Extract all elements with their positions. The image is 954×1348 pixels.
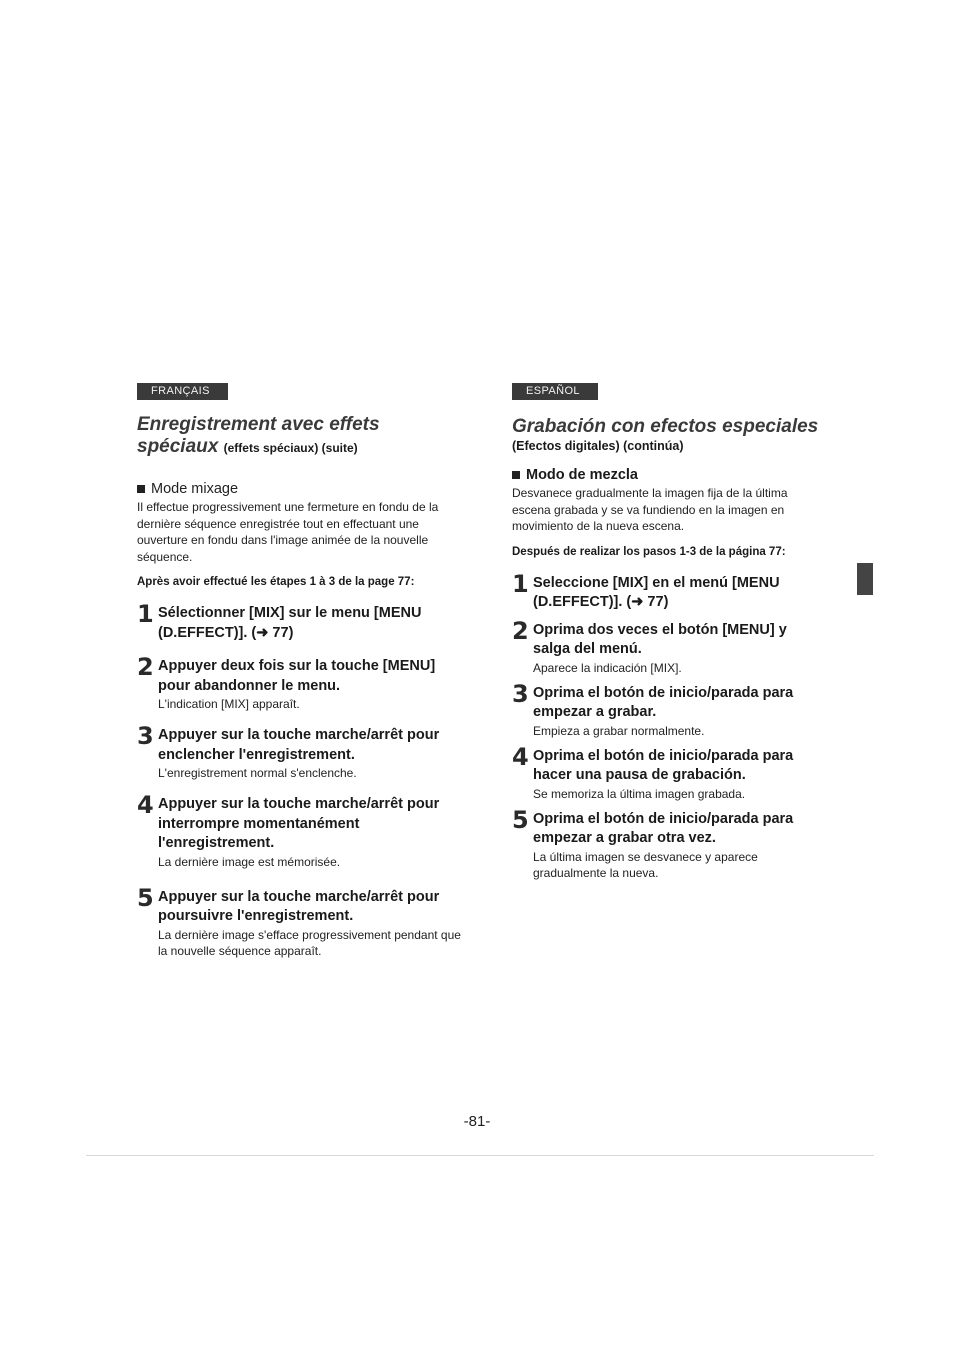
mode-heading-label: Mode mixage [151,481,239,497]
prerequisite-note-spanish: Después de realizar los pasos 1-3 de la página 77: [512,545,786,558]
mode-heading-spanish [512,467,827,483]
step-item [137,600,462,643]
step-item [512,805,827,881]
title-line-2 [137,436,462,459]
step-number: 5 [137,883,154,912]
step-note: Se memoriza la última imagen grabada. [533,786,746,801]
step-number: 3 [512,679,529,708]
steps-list-french [137,600,462,959]
title-suffix: (effets spéciaux) (suite) [223,441,358,455]
french-column [137,381,462,959]
mode-heading-french [137,481,462,497]
step-item [137,883,462,959]
step-number: 2 [137,653,154,681]
title-line-1: Enregistrement avec effets [137,414,380,435]
spanish-column [512,381,827,881]
title-line-2-main: spéciaux [137,436,219,457]
step-item [137,791,462,870]
section-title-spanish: Grabación con efectos especiales [512,416,819,437]
step-note: La dernière image est mémorisée. [158,854,341,869]
step-note: La última imagen se desvanece y aparece gradualmente la nueva. [533,849,758,880]
bottom-divider [86,1155,874,1156]
step-number: 1 [137,600,154,628]
step-instruction: Sélectionner [MIX] sur le menu [MENU (D.EFFECT)]. (➜ 77) [158,605,422,641]
step-instruction: Oprima dos veces el botón [MENU] y salga del menú. [533,621,787,657]
section-title-french [137,414,462,459]
mode-heading-label: Modo de mezcla [526,467,638,483]
section-subtitle-spanish: (Efectos digitales) (continúa) [512,439,684,453]
step-instruction: Oprima el botón de inicio/parada para empezar a grabar otra vez. [533,810,794,846]
mode-description-french: Il effectue progressivement une fermeture en fondu de la dernière séquence enregistrée tout en effectuant une ouverture en fondu dans l'image animée de la nouvelle séquence. [137,500,439,564]
step-instruction: Appuyer sur la touche marche/arrêt pour poursuivre l'enregistrement. [158,888,440,924]
mode-description-spanish: Desvanece gradualmente la imagen fija de la última escena grabada y se va fundiendo en la imagen en movimiento de la nueva escena. [512,486,788,533]
step-item [512,616,827,676]
step-number: 4 [512,742,529,771]
step-instruction: Appuyer sur la touche marche/arrêt pour enclencher l'enregistrement. [158,727,440,763]
language-badge-spanish: ESPAÑOL [512,383,598,400]
step-number: 1 [512,569,529,598]
step-instruction: Oprima el botón de inicio/parada para empezar a grabar. [533,684,794,720]
step-item [512,679,827,739]
step-note: Aparece la indicación [MIX]. [533,660,682,675]
section-edge-tab [857,563,873,595]
step-number: 2 [512,616,529,645]
step-instruction: Seleccione [MIX] en el menú [MENU (D.EFFECT)]. (➜ 77) [533,574,780,610]
language-badge-french: FRANÇAIS [137,383,228,400]
step-note: La dernière image s'efface progressivement pendant que la nouvelle séquence apparaît. [158,927,461,958]
step-item [137,653,462,712]
page-number: -81- [463,1113,491,1130]
step-instruction: Appuyer sur la touche marche/arrêt pour interrompre momentanément l'enregistrement. [158,796,440,851]
step-item [512,569,827,613]
step-note: L'indication [MIX] apparaît. [158,697,300,711]
step-note: L'enregistrement normal s'enclenche. [158,766,357,780]
step-note: Empieza a grabar normalmente. [533,723,705,738]
step-item [137,722,462,781]
square-bullet-icon [137,485,145,493]
step-number: 3 [137,722,154,750]
step-item [512,742,827,802]
step-number: 5 [512,805,529,834]
prerequisite-note-french: Après avoir effectué les étapes 1 à 3 de la page 77: [137,576,415,588]
step-instruction: Oprima el botón de inicio/parada para hacer una pausa de grabación. [533,747,794,783]
step-instruction: Appuyer deux fois sur la touche [MENU] pour abandonner le menu. [158,658,436,694]
square-bullet-icon [512,471,520,479]
step-number: 4 [137,791,154,819]
steps-list-spanish [512,569,827,881]
